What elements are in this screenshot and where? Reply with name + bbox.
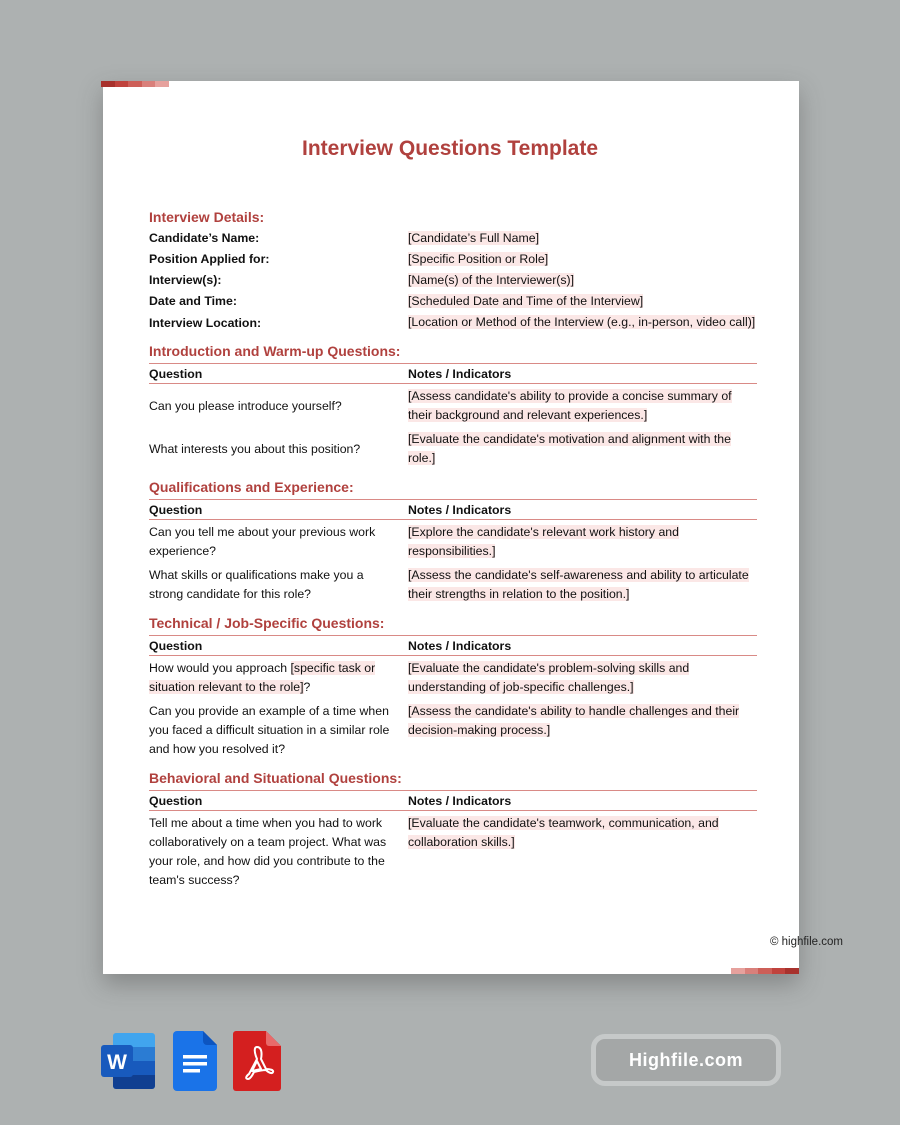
notes-cell bbox=[408, 384, 757, 428]
interview-details bbox=[149, 229, 757, 334]
column-header-question: Question bbox=[149, 791, 408, 811]
notes-cell bbox=[408, 811, 757, 893]
section-heading: Technical / Job-Specific Questions: bbox=[149, 615, 385, 631]
question-cell bbox=[149, 656, 408, 700]
table-row bbox=[149, 384, 757, 428]
questions-table bbox=[149, 635, 757, 761]
document-title: Interview Questions Template bbox=[301, 137, 599, 160]
table-row bbox=[149, 699, 757, 761]
detail-row-candidate-name bbox=[149, 229, 757, 250]
detail-label: Date and Time: bbox=[149, 294, 237, 308]
notes-cell bbox=[408, 563, 757, 606]
questions-table bbox=[149, 790, 757, 892]
notes-placeholder[interactable]: [Evaluate the candidate's problem-solving skills and understanding of job-specific challenges.] bbox=[408, 661, 690, 694]
adobe-pdf-icon[interactable] bbox=[233, 1031, 281, 1091]
microsoft-word-icon[interactable] bbox=[101, 1031, 157, 1091]
column-header-question: Question bbox=[149, 364, 408, 384]
column-header-question: Question bbox=[149, 636, 408, 656]
question-cell: Can you tell me about your previous work experience? bbox=[149, 525, 376, 558]
notes-placeholder[interactable]: [Explore the candidate's relevant work history and responsibilities.] bbox=[408, 525, 679, 558]
column-header-notes: Notes / Indicators bbox=[408, 500, 757, 520]
column-header-notes: Notes / Indicators bbox=[408, 791, 757, 811]
detail-row-location bbox=[149, 313, 757, 334]
table-header-row bbox=[149, 364, 757, 384]
section-introduction bbox=[149, 342, 757, 470]
section-qualifications bbox=[149, 478, 757, 606]
question-placeholder[interactable]: [specific task or situation relevant to the role] bbox=[149, 661, 376, 694]
copyright-notice: © highfile.com bbox=[769, 936, 843, 948]
detail-label: Position Applied for: bbox=[149, 252, 270, 266]
detail-row-position bbox=[149, 250, 757, 271]
svg-text:W: W bbox=[107, 1051, 127, 1074]
decorative-color-strip-top bbox=[101, 81, 169, 87]
table-row bbox=[149, 656, 757, 700]
detail-value[interactable]: [Location or Method of the Interview (e.g., in-person, video call)] bbox=[408, 315, 756, 329]
detail-row-interviewers bbox=[149, 271, 757, 292]
notes-placeholder[interactable]: [Evaluate the candidate's teamwork, communication, and collaboration skills.] bbox=[408, 816, 719, 849]
table-row bbox=[149, 520, 757, 564]
detail-label: Interview Location: bbox=[149, 316, 262, 330]
questions-table bbox=[149, 499, 757, 606]
detail-label: Candidate’s Name: bbox=[149, 231, 260, 245]
notes-placeholder[interactable]: [Assess the candidate's ability to handle challenges and their decision-making process.] bbox=[408, 704, 740, 737]
column-header-question: Question bbox=[149, 500, 408, 520]
questions-table bbox=[149, 363, 757, 470]
decorative-color-strip-bottom bbox=[731, 968, 799, 974]
detail-value[interactable]: [Scheduled Date and Time of the Interview] bbox=[408, 294, 644, 308]
format-icons bbox=[101, 1031, 281, 1091]
section-heading: Behavioral and Situational Questions: bbox=[149, 770, 402, 786]
notes-cell bbox=[408, 427, 757, 470]
table-header-row bbox=[149, 500, 757, 520]
table-header-row bbox=[149, 791, 757, 811]
notes-cell bbox=[408, 656, 757, 700]
column-header-notes: Notes / Indicators bbox=[408, 636, 757, 656]
document-body bbox=[149, 208, 757, 892]
question-text: How would you approach bbox=[149, 661, 291, 675]
detail-value[interactable]: [Specific Position or Role] bbox=[408, 252, 549, 266]
table-row bbox=[149, 563, 757, 606]
section-technical bbox=[149, 614, 757, 761]
question-cell: What interests you about this position? bbox=[149, 441, 361, 456]
detail-value[interactable]: [Name(s) of the Interviewer(s)] bbox=[408, 273, 575, 287]
question-text: ? bbox=[303, 680, 311, 694]
question-cell: Tell me about a time when you had to work collaboratively on a team project. What was your role, and how did you contribute to the team's success? bbox=[149, 816, 387, 887]
detail-value[interactable]: [Candidate’s Full Name] bbox=[408, 231, 540, 245]
google-docs-icon[interactable] bbox=[173, 1031, 217, 1091]
notes-placeholder[interactable]: [Evaluate the candidate's motivation and alignment with the role.] bbox=[408, 432, 731, 465]
detail-row-date-time bbox=[149, 292, 757, 313]
notes-placeholder[interactable]: [Assess candidate's ability to provide a concise summary of their background and relevant experiences.] bbox=[408, 389, 732, 422]
section-heading: Qualifications and Experience: bbox=[149, 479, 354, 495]
detail-label: Interview(s): bbox=[149, 273, 222, 287]
table-header-row bbox=[149, 636, 757, 656]
table-row bbox=[149, 811, 757, 893]
question-cell: Can you provide an example of a time when you faced a difficult situation in a similar role and how you resolved it? bbox=[149, 704, 390, 756]
section-heading: Introduction and Warm-up Questions: bbox=[149, 343, 401, 359]
section-behavioral bbox=[149, 769, 757, 892]
notes-cell bbox=[408, 699, 757, 761]
highfile-site-button[interactable]: Highfile.com bbox=[591, 1034, 781, 1086]
section-heading-interview-details: Interview Details: bbox=[149, 209, 265, 225]
notes-placeholder[interactable]: [Assess the candidate's self-awareness and ability to articulate their strengths in relation to the position.] bbox=[408, 568, 749, 601]
notes-cell bbox=[408, 520, 757, 564]
column-header-notes: Notes / Indicators bbox=[408, 364, 757, 384]
question-cell: Can you please introduce yourself? bbox=[149, 398, 342, 413]
table-row bbox=[149, 427, 757, 470]
question-cell: What skills or qualifications make you a strong candidate for this role? bbox=[149, 568, 364, 601]
